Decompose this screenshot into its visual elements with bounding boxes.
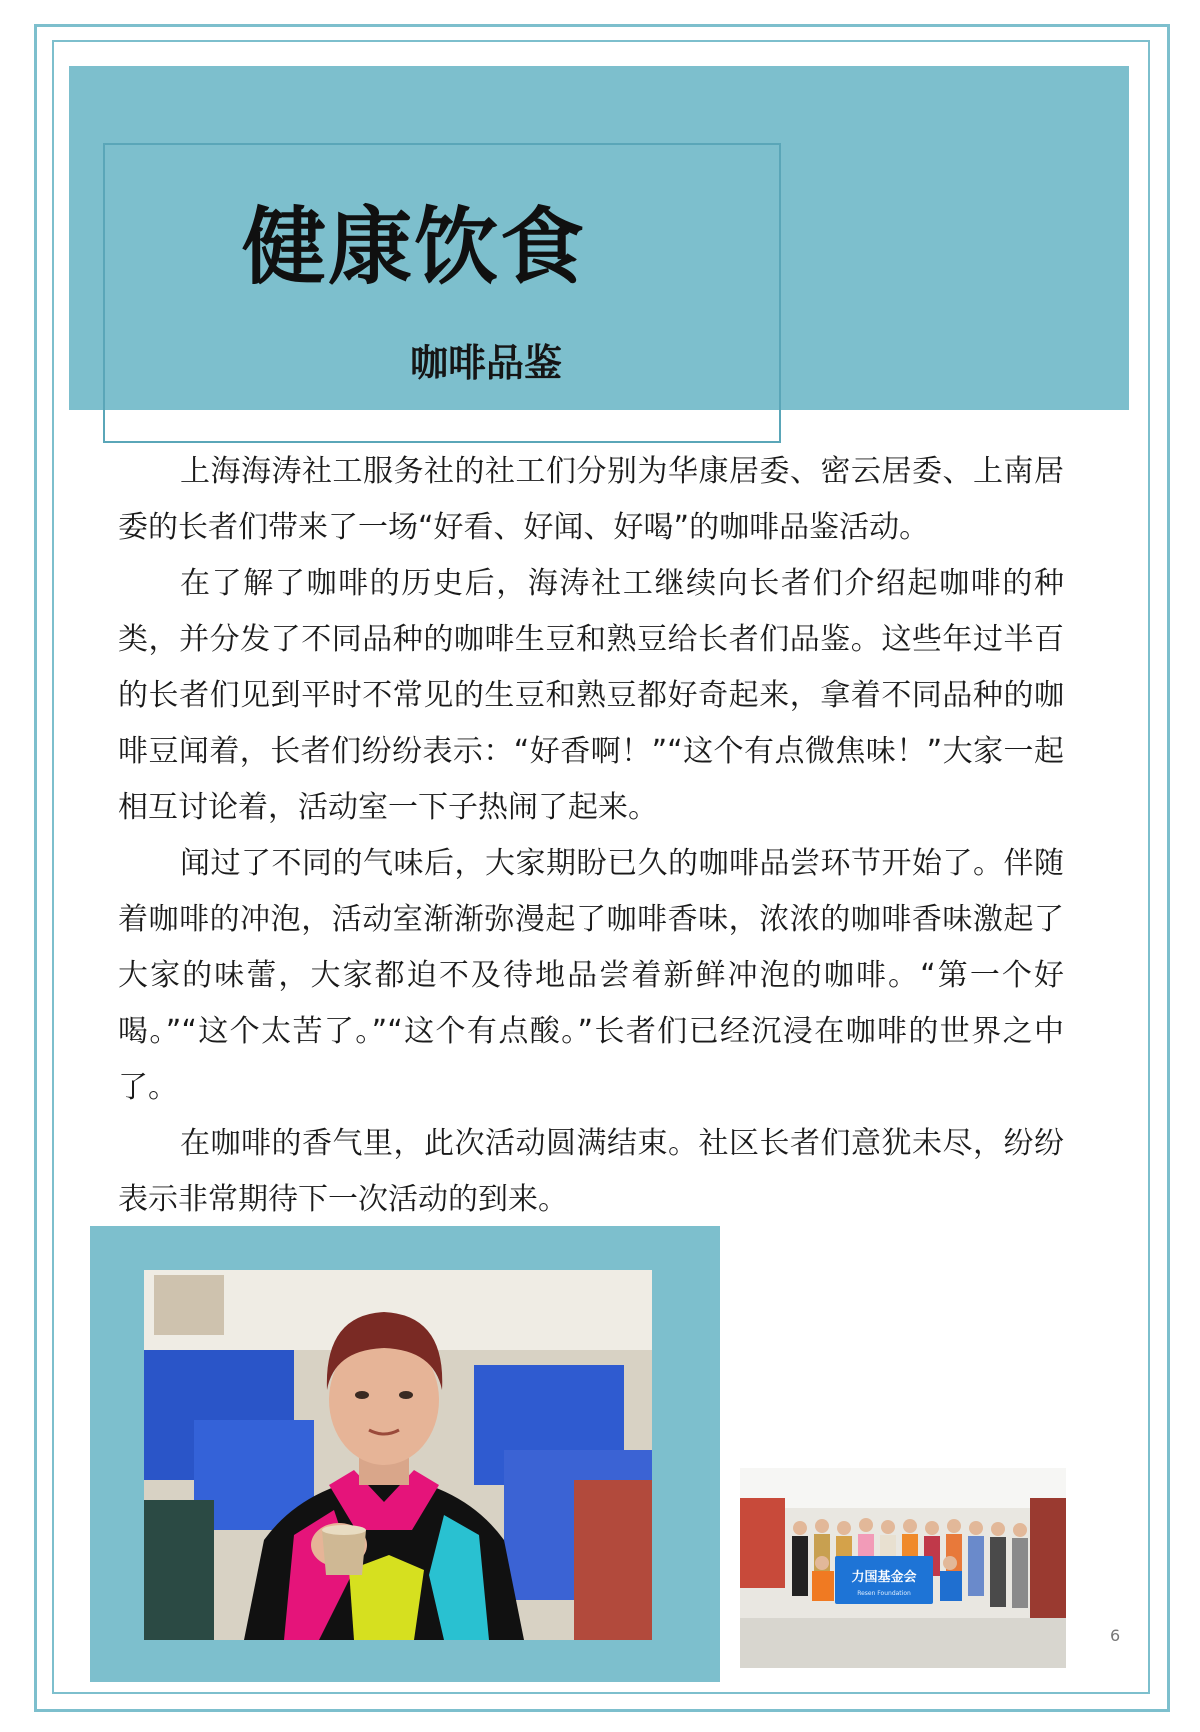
banner-subtext: Resen Foundation: [857, 1590, 911, 1597]
paragraph-1: 上海海涛社工服务社的社工们分别为华康居委、密云居委、上南居委的长者们带来了一场“好看、好闻、好喝”的咖啡品鉴活动。: [118, 454, 1064, 545]
photo-woman-illustration: [144, 1270, 652, 1640]
photo-group-event: [740, 1468, 1066, 1668]
page-number: 6: [1110, 1626, 1121, 1645]
paragraph-2: 在了解了咖啡的历史后，海涛社工继续向长者们介绍起咖啡的种类，并分发了不同品种的咖啡生豆和熟豆给长者们品鉴。这些年过半百的长者们见到平时不常见的生豆和熟豆都好奇起来，拿着不同品种的咖啡豆闻着，长者们纷纷表示：“好香啊！”“这个有点微焦味！”大家一起相互讨论着，活动室一下子热闹了起来。: [118, 566, 1064, 825]
paragraph-3: 闻过了不同的气味后，大家期盼已久的咖啡品尝环节开始了。伴随着咖啡的冲泡，活动室渐渐弥漫起了咖啡香味，浓浓的咖啡香味激起了大家的味蕾，大家都迫不及待地品尝着新鲜冲泡的咖啡。“第一个好喝。”“这个太苦了。”“这个有点酸。”长者们已经沉浸在咖啡的世界之中了。: [118, 846, 1064, 1105]
article-body: [118, 444, 1064, 1228]
page-title: 健康饮食: [242, 198, 587, 296]
banner-text: 力国基金会: [851, 1570, 917, 1585]
photo-group-illustration: [740, 1468, 1066, 1668]
paragraph-4: 在咖啡的香气里，此次活动圆满结束。社区长者们意犹未尽，纷纷表示非常期待下一次活动的到来。: [118, 1126, 1064, 1217]
photo-woman-with-coffee: [144, 1270, 652, 1640]
page-subtitle: 咖啡品鉴: [410, 341, 563, 385]
